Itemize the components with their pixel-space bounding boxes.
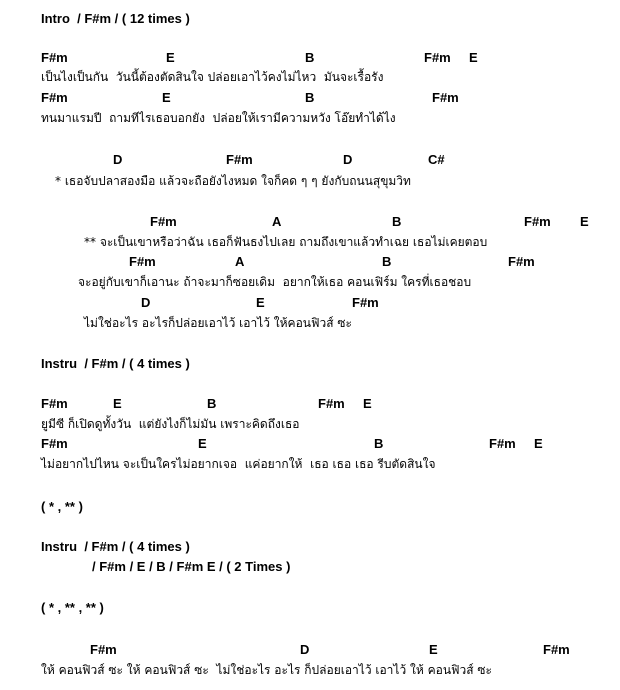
chord: F#m: [318, 396, 345, 411]
chord: B: [305, 90, 315, 105]
chord: F#m: [226, 152, 253, 167]
chord: D: [300, 642, 310, 657]
lyric-line: ทนมาแรมปี ถามทีไรเธอบอกยัง ปล่อยให้เรามีความหวัง โอ๊ยทำได้ไง: [41, 111, 396, 125]
chord: E: [363, 396, 372, 411]
lyric-line: จะอยู่กับเขาก็เอานะ ถ้าจะมาก็ซอยเดิม อยากให้เธอ คอนเฟิร์ม ใครที่เธอชอบ: [78, 275, 472, 289]
chord: F#m: [352, 295, 379, 310]
repeat-marker: ( * , ** , ** ): [41, 600, 104, 615]
chord: F#m: [150, 214, 177, 229]
intro-line: Intro / F#m / ( 12 times ): [41, 11, 190, 26]
chord: D: [343, 152, 353, 167]
chord: C#: [428, 152, 445, 167]
chord: E: [469, 50, 478, 65]
chord: D: [141, 295, 151, 310]
chord: B: [374, 436, 384, 451]
chord: B: [382, 254, 392, 269]
chord: F#m: [41, 90, 68, 105]
chord: A: [235, 254, 245, 269]
lyric-line: ให้ คอนฟิวส์ ซะ ให้ คอนฟิวส์ ซะ ไม่ใช่อะไร อะไร ก็ปล่อยเอาไว้ เอาไว้ ให้ คอนฟิวส์ ซะ: [41, 663, 492, 677]
chord: B: [207, 396, 217, 411]
chord: E: [198, 436, 207, 451]
chord: F#m: [432, 90, 459, 105]
repeat-marker: ( * , ** ): [41, 499, 83, 514]
chord: F#m: [489, 436, 516, 451]
chord: F#m: [90, 642, 117, 657]
instru-line: Instru / F#m / ( 4 times ): [41, 356, 190, 371]
chord: E: [429, 642, 438, 657]
lyric-line: ไม่อยากไปไหน จะเป็นใครไม่อยากเจอ แค่อยากให้ เธอ เธอ เธอ รีบตัดสินใจ: [41, 457, 436, 471]
chord: B: [392, 214, 402, 229]
lyric-line: ไม่ใช่อะไร อะไรก็ปล่อยเอาไว้ เอาไว้ ให้คอนฟิวส์ ซะ: [84, 316, 352, 330]
chord: E: [166, 50, 175, 65]
chord: F#m: [543, 642, 570, 657]
lyric-line: เป็นไงเป็นกัน วันนี้ต้องตัดสินใจ ปล่อยเอาไว้คงไม่ไหว มันจะเรื้อรัง: [41, 70, 384, 84]
chord: B: [305, 50, 315, 65]
chord: E: [256, 295, 265, 310]
instru-line: Instru / F#m / ( 4 times ): [41, 539, 190, 554]
chord: F#m: [41, 436, 68, 451]
chord: A: [272, 214, 282, 229]
instru-line: / F#m / E / B / F#m E / ( 2 Times ): [92, 559, 291, 574]
chord: F#m: [129, 254, 156, 269]
chord: F#m: [424, 50, 451, 65]
chord: E: [534, 436, 543, 451]
chord: F#m: [524, 214, 551, 229]
chord: E: [113, 396, 122, 411]
lyric-line: ** จะเป็นเขาหรือว่าฉัน เธอก็ฟันธงไปเลย ถามถึงเขาแล้วทำเฉย เธอไม่เคยตอบ: [84, 235, 488, 249]
lyric-line: ยูมีซี ก็เปิดดูทั้งวัน แต่ยังไงก็ไม่มัน เพราะคิดถึงเธอ: [41, 417, 300, 431]
chord: E: [162, 90, 171, 105]
chord: F#m: [41, 50, 68, 65]
chord: F#m: [41, 396, 68, 411]
lyric-line: * เธอจับปลาสองมือ แล้วจะถือยังไงหมด ใจก็คด ๆ ๆ ยังกับถนนสุขุมวิท: [55, 174, 411, 188]
chord: D: [113, 152, 123, 167]
chord: F#m: [508, 254, 535, 269]
chord: E: [580, 214, 589, 229]
